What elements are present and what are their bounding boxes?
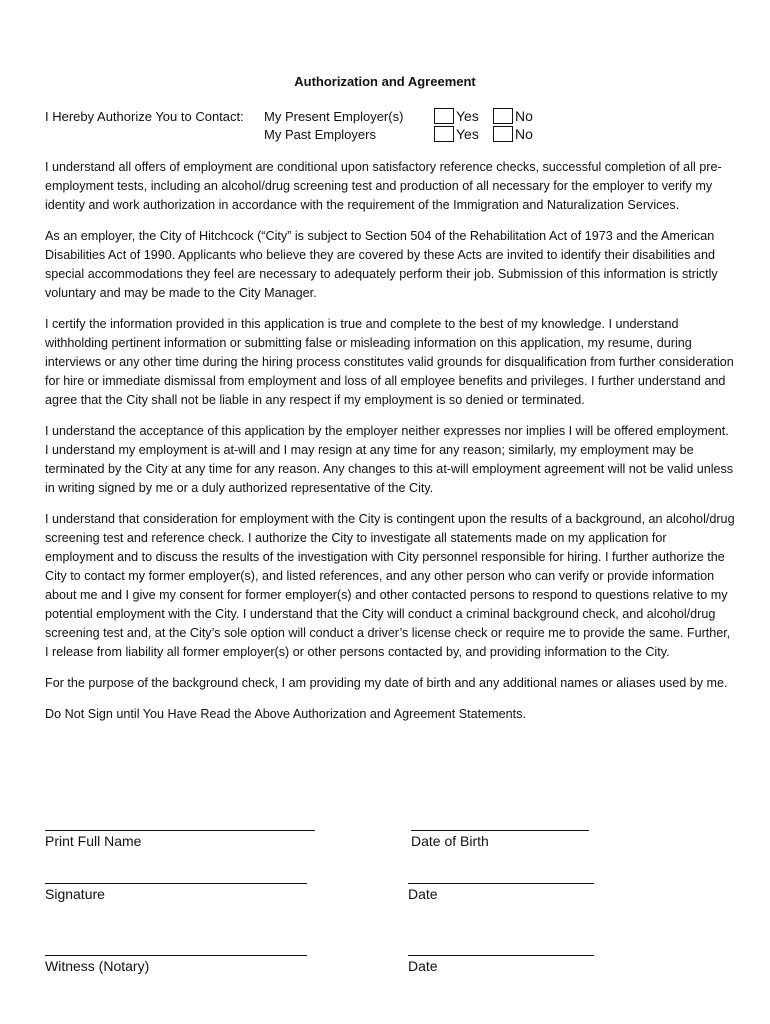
- witness-label: Witness (Notary): [45, 958, 150, 974]
- paragraph-background-check: I understand that consideration for employment with the City is contingent upon the results of a background, an alcohol/drug screening test and reference check. I authorize the City to investigate all statements made on my application for employment and to discuss the results of the investigation with City personnel responsible for hiring. I further authorize the City to contact my former employer(s), and listed references, and any other person who can verify or provide information about me and I give my consent for former employer(s) and other contacted persons to respond to questions relative to my potential employment with the City. I understand that the City will conduct a criminal background check, and alcohol/drug screening test and, at the City’s sole option will conduct a driver’s license check or require me to provide the same. Further, I release from liability all former employer(s) or other persons contacted by, and providing information to the City.: [45, 512, 735, 659]
- signature-line[interactable]: [45, 883, 307, 884]
- signature-label: Signature: [45, 886, 105, 902]
- past-employers-no-label: No: [515, 126, 533, 142]
- present-employer-yes-label: Yes: [456, 108, 479, 124]
- document-title: Authorization and Agreement: [294, 74, 476, 89]
- witness-line[interactable]: [45, 955, 307, 956]
- print-name-line[interactable]: [45, 830, 315, 831]
- date-of-birth-line[interactable]: [411, 830, 589, 831]
- paragraph-date-of-birth: For the purpose of the background check, I am providing my date of birth and any additional names or aliases used by me.: [45, 676, 728, 690]
- signature-date-line[interactable]: [408, 883, 594, 884]
- paragraph-at-will: I understand the acceptance of this application by the employer neither expresses nor implies I will be offered employment. I understand my employment is at-will and I may resign at any time for any reason; similarly, my employment may be terminated by the City at any time for any reason. Any changes to this at-will employment agreement will not be valid unless in writing signed by me or a duly authorized representative of the City.: [45, 424, 734, 495]
- date-of-birth-label: Date of Birth: [411, 833, 489, 849]
- paragraph-do-not-sign: Do Not Sign until You Have Read the Above Authorization and Agreement Statements.: [45, 707, 526, 721]
- present-employer-no-checkbox[interactable]: [493, 108, 513, 124]
- past-employers-no-checkbox[interactable]: [493, 126, 513, 142]
- present-employer-label: My Present Employer(s): [264, 109, 404, 124]
- paragraph-offers-conditional: I understand all offers of employment are conditional upon satisfactory reference checks, successful completion of all pre-employment tests, including an alcohol/drug screening test and production of all necessary for the employer to verify my identity and work authorization in accordance with the requirement of the Immigration and Naturalization Services.: [45, 160, 722, 212]
- signature-date-label: Date: [408, 886, 438, 902]
- past-employers-label: My Past Employers: [264, 127, 376, 142]
- paragraph-certification: I certify the information provided in this application is true and complete to the best of my knowledge. I understand withholding pertinent information or submitting false or misleading information on this application, my resume, during interviews or any other time during the hiring process constitutes valid grounds for disqualification from further consideration for hire or immediate dismissal from employment and loss of all employee benefits and privileges. I further understand and agree that the City shall not be liable in any respect if my employment is so denied or terminated.: [45, 317, 734, 407]
- present-employer-no-label: No: [515, 108, 533, 124]
- present-employer-yes-checkbox[interactable]: [434, 108, 454, 124]
- agreement-body: [45, 158, 735, 736]
- print-name-label: Print Full Name: [45, 833, 142, 849]
- paragraph-disabilities-act: As an employer, the City of Hitchcock (“City” is subject to Section 504 of the Rehabilitation Act of 1973 and the American Disabilities Act of 1990. Applicants who believe they are covered by these Acts are invited to identify their disabilities and special accommodations they feel are necessary to adequately perform their job. Submission of this information is strictly voluntary and may be made to the City Manager.: [45, 229, 718, 300]
- witness-date-line[interactable]: [408, 955, 594, 956]
- past-employers-yes-checkbox[interactable]: [434, 126, 454, 142]
- authorization-lead: I Hereby Authorize You to Contact:: [45, 109, 244, 124]
- witness-date-label: Date: [408, 958, 438, 974]
- past-employers-yes-label: Yes: [456, 126, 479, 142]
